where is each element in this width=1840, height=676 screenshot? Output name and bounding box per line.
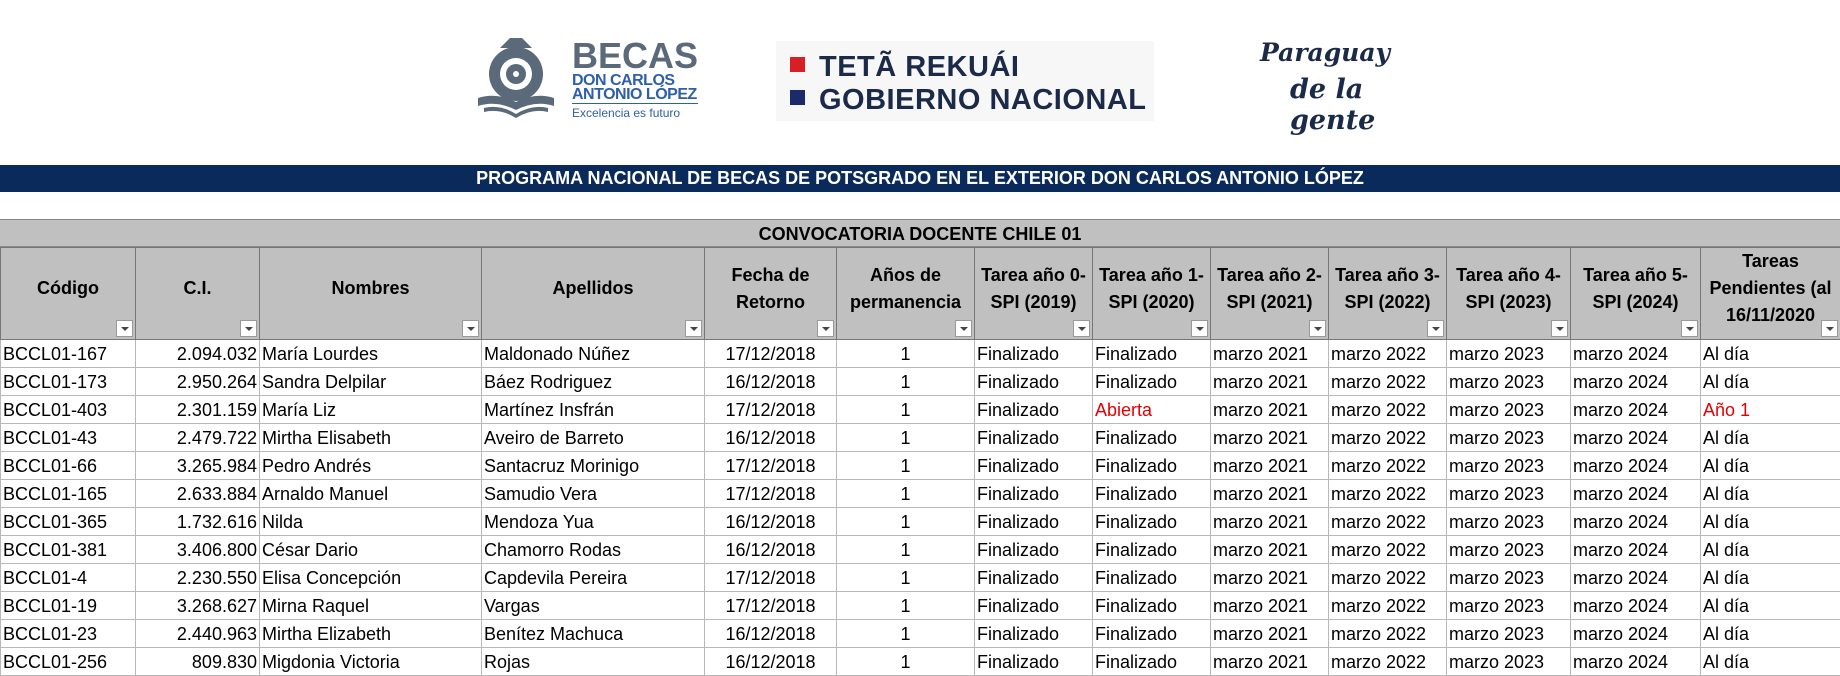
table-cell[interactable]: marzo 2022 [1329,620,1447,648]
table-cell[interactable]: Mirtha Elizabeth [260,620,482,648]
table-cell[interactable]: 17/12/2018 [705,396,837,424]
scholarship-table [0,247,1840,676]
column-header-label: Tarea año 3- SPI (2022) [1335,265,1440,312]
table-cell[interactable]: marzo 2024 [1571,508,1701,536]
table-cell[interactable]: Maldonado Núñez [482,340,705,368]
table-cell[interactable]: marzo 2022 [1329,340,1447,368]
column-header-label: Apellidos [552,278,633,298]
table-cell[interactable]: marzo 2022 [1329,564,1447,592]
table-cell[interactable]: Abierta [1093,396,1211,424]
table-cell[interactable]: Pedro Andrés [260,452,482,480]
table-cell[interactable]: Finalizado [975,620,1093,648]
paraguay-logo [1256,36,1416,116]
table-cell[interactable]: BCCL01-173 [1,368,136,396]
table-cell[interactable]: marzo 2021 [1211,340,1329,368]
table-cell[interactable]: marzo 2023 [1447,564,1571,592]
table-cell[interactable]: Elisa Concepción [260,564,482,592]
column-header-label: Tarea año 5- SPI (2024) [1583,265,1688,312]
table-cell[interactable]: marzo 2023 [1447,424,1571,452]
column-header-label: Tarea año 1- SPI (2020) [1099,265,1204,312]
table-cell[interactable]: marzo 2023 [1447,340,1571,368]
filter-dropdown-icon[interactable] [1427,320,1444,337]
table-cell[interactable]: Finalizado [1093,648,1211,676]
becas-logo-line1: DON CARLOS [572,74,698,88]
table-cell[interactable]: marzo 2023 [1447,396,1571,424]
table-cell[interactable]: 17/12/2018 [705,452,837,480]
table-cell[interactable]: Migdonia Victoria [260,648,482,676]
table-cell[interactable]: marzo 2023 [1447,480,1571,508]
table-cell[interactable]: marzo 2023 [1447,368,1571,396]
table-cell[interactable]: marzo 2023 [1447,648,1571,676]
table-row [1,368,1840,396]
table-cell[interactable]: marzo 2021 [1211,592,1329,620]
table-cell[interactable]: marzo 2023 [1447,620,1571,648]
column-header [1211,248,1329,340]
column-header [1,248,136,340]
table-cell[interactable]: marzo 2024 [1571,620,1701,648]
table-cell[interactable]: 16/12/2018 [705,508,837,536]
table-cell[interactable]: 1 [837,648,975,676]
table-cell[interactable]: Aveiro de Barreto [482,424,705,452]
table-cell[interactable]: marzo 2024 [1571,424,1701,452]
table-cell[interactable]: marzo 2021 [1211,508,1329,536]
table-cell[interactable]: marzo 2022 [1329,424,1447,452]
table-cell[interactable]: marzo 2024 [1571,564,1701,592]
table-cell[interactable]: 16/12/2018 [705,536,837,564]
table-cell[interactable]: 1 [837,480,975,508]
table-cell[interactable]: Capdevila Pereira [482,564,705,592]
table-cell[interactable]: marzo 2022 [1329,396,1447,424]
table-cell[interactable]: marzo 2023 [1447,592,1571,620]
table-cell[interactable]: 1 [837,368,975,396]
table-cell[interactable]: Al día [1701,536,1840,564]
table-cell[interactable]: Finalizado [975,424,1093,452]
column-header-label: Fecha de Retorno [731,265,809,312]
table-cell[interactable]: Benítez Machuca [482,620,705,648]
filter-dropdown-icon[interactable] [1309,320,1326,337]
table-cell[interactable]: Al día [1701,620,1840,648]
table-cell[interactable]: 17/12/2018 [705,564,837,592]
table-cell[interactable]: Santacruz Morinigo [482,452,705,480]
table-cell[interactable]: Finalizado [975,480,1093,508]
column-header [1571,248,1701,340]
table-cell[interactable]: Finalizado [1093,592,1211,620]
program-title: PROGRAMA NACIONAL DE BECAS DE POTSGRADO EN EL EXTERIOR DON CARLOS ANTONIO LÓPEZ [0,165,1840,192]
locomotive-book-icon [476,36,556,120]
table-cell[interactable]: Al día [1701,648,1840,676]
table-cell[interactable]: Martínez Insfrán [482,396,705,424]
column-header [975,248,1093,340]
table-cell[interactable]: Mirna Raquel [260,592,482,620]
table-cell[interactable]: 2.094.032 [136,340,260,368]
table-cell[interactable]: BCCL01-4 [1,564,136,592]
table-cell[interactable]: 17/12/2018 [705,592,837,620]
table-cell[interactable]: 1 [837,424,975,452]
column-header-label: Tarea año 0- SPI (2019) [981,265,1086,312]
table-row [1,620,1840,648]
table-cell[interactable]: 2.301.159 [136,396,260,424]
table-row [1,536,1840,564]
table-cell[interactable]: Al día [1701,508,1840,536]
table-cell[interactable]: 17/12/2018 [705,340,837,368]
column-header [260,248,482,340]
table-cell[interactable]: BCCL01-43 [1,424,136,452]
table-cell[interactable]: marzo 2021 [1211,620,1329,648]
table-cell[interactable]: marzo 2021 [1211,368,1329,396]
table-cell[interactable]: marzo 2022 [1329,452,1447,480]
table-cell[interactable]: Sandra Delpilar [260,368,482,396]
table-cell[interactable]: 3.265.984 [136,452,260,480]
table-cell[interactable]: marzo 2024 [1571,480,1701,508]
table-cell[interactable]: Finalizado [975,452,1093,480]
becas-logo [476,36,686,120]
table-cell[interactable]: marzo 2021 [1211,480,1329,508]
table-cell[interactable]: Al día [1701,340,1840,368]
table-cell[interactable]: 3.268.627 [136,592,260,620]
table-cell[interactable]: marzo 2021 [1211,424,1329,452]
table-cell[interactable]: 16/12/2018 [705,368,837,396]
column-header-label: Tarea año 4- SPI (2023) [1456,265,1561,312]
filter-dropdown-icon[interactable] [1073,320,1090,337]
table-row [1,480,1840,508]
table-cell[interactable]: marzo 2021 [1211,452,1329,480]
table-cell[interactable]: 2.479.722 [136,424,260,452]
filter-dropdown-icon[interactable] [1551,320,1568,337]
table-cell[interactable]: marzo 2022 [1329,508,1447,536]
table-cell[interactable]: BCCL01-66 [1,452,136,480]
table-row [1,592,1840,620]
table-cell[interactable]: 16/12/2018 [705,424,837,452]
table-cell[interactable]: 2.440.963 [136,620,260,648]
paraguay-logo-line2: de la gente [1290,74,1416,136]
becas-logo-line2: ANTONIO LÓPEZ [572,88,698,102]
filter-dropdown-icon[interactable] [685,320,702,337]
table-cell[interactable]: Chamorro Rodas [482,536,705,564]
table-cell[interactable]: Finalizado [1093,620,1211,648]
table-cell[interactable]: marzo 2022 [1329,368,1447,396]
table-cell[interactable]: marzo 2023 [1447,536,1571,564]
table-row [1,396,1840,424]
column-header [1701,248,1840,340]
table-cell[interactable]: 1 [837,536,975,564]
table-row [1,452,1840,480]
table-cell[interactable]: María Lourdes [260,340,482,368]
convocatoria-title: CONVOCATORIA DOCENTE CHILE 01 [0,219,1840,247]
table-row [1,648,1840,676]
table-cell[interactable]: 16/12/2018 [705,648,837,676]
red-square-icon [790,57,805,72]
table-cell[interactable]: marzo 2022 [1329,648,1447,676]
table-cell[interactable]: marzo 2024 [1571,368,1701,396]
table-cell[interactable]: BCCL01-403 [1,396,136,424]
column-header-label: Código [37,278,99,298]
table-cell[interactable]: Báez Rodriguez [482,368,705,396]
table-cell[interactable]: 3.406.800 [136,536,260,564]
column-header-label: Tareas Pendientes (al 16/11/2020 [1709,251,1831,325]
table-cell[interactable]: marzo 2024 [1571,648,1701,676]
table-cell[interactable]: Finalizado [975,536,1093,564]
table-cell[interactable]: Finalizado [1093,508,1211,536]
column-header [1447,248,1571,340]
filter-dropdown-icon[interactable] [116,320,133,337]
table-cell[interactable]: marzo 2024 [1571,340,1701,368]
table-cell[interactable]: Al día [1701,452,1840,480]
column-header-label: Tarea año 2- SPI (2021) [1217,265,1322,312]
table-cell[interactable]: César Dario [260,536,482,564]
table-cell[interactable]: 16/12/2018 [705,620,837,648]
table-cell[interactable]: Finalizado [975,396,1093,424]
table-row [1,508,1840,536]
table-cell[interactable]: 1 [837,620,975,648]
table-cell[interactable]: marzo 2022 [1329,536,1447,564]
column-header [136,248,260,340]
column-header [482,248,705,340]
table-cell[interactable]: Finalizado [975,592,1093,620]
becas-logo-tagline: Excelencia es futuro [572,103,698,121]
table-cell[interactable]: Finalizado [975,564,1093,592]
table-cell[interactable]: Mendoza Yua [482,508,705,536]
table-cell[interactable]: Finalizado [1093,480,1211,508]
table-cell[interactable]: Al día [1701,480,1840,508]
gobierno-logo-line1: TETÃ REKUÁI [819,51,1019,83]
table-cell[interactable]: BCCL01-256 [1,648,136,676]
table-cell[interactable]: 17/12/2018 [705,480,837,508]
table-cell[interactable]: Mirtha Elisabeth [260,424,482,452]
table-cell[interactable]: Finalizado [1093,424,1211,452]
table-cell[interactable]: 2.230.550 [136,564,260,592]
table-cell[interactable]: BCCL01-19 [1,592,136,620]
table-cell[interactable]: BCCL01-381 [1,536,136,564]
table-cell[interactable]: BCCL01-167 [1,340,136,368]
table-cell[interactable]: Finalizado [1093,536,1211,564]
table-cell[interactable]: marzo 2024 [1571,396,1701,424]
table-cell[interactable]: 2.633.884 [136,480,260,508]
table-cell[interactable]: Al día [1701,592,1840,620]
table-cell[interactable]: Arnaldo Manuel [260,480,482,508]
table-cell[interactable]: Samudio Vera [482,480,705,508]
column-header [837,248,975,340]
column-header [1093,248,1211,340]
table-cell[interactable]: 1 [837,564,975,592]
table-row [1,564,1840,592]
table-cell[interactable]: BCCL01-365 [1,508,136,536]
table-cell[interactable]: marzo 2023 [1447,508,1571,536]
table-row [1,340,1840,368]
table-cell[interactable]: 2.950.264 [136,368,260,396]
table-cell[interactable]: 1 [837,508,975,536]
table-cell[interactable]: 809.830 [136,648,260,676]
blue-square-icon [790,90,805,105]
table-cell[interactable]: Al día [1701,368,1840,396]
filter-dropdown-icon[interactable] [817,320,834,337]
table-cell[interactable]: marzo 2021 [1211,648,1329,676]
table-cell[interactable]: Finalizado [1093,368,1211,396]
table-cell[interactable]: 1.732.616 [136,508,260,536]
column-header-label: C.I. [183,278,211,298]
table-cell[interactable]: Rojas [482,648,705,676]
table-cell[interactable]: 1 [837,396,975,424]
filter-dropdown-icon[interactable] [1191,320,1208,337]
column-header-label: Nombres [331,278,409,298]
column-header [705,248,837,340]
table-cell[interactable]: Finalizado [1093,564,1211,592]
becas-logo-title: BECAS [572,38,698,74]
table-cell[interactable]: marzo 2021 [1211,536,1329,564]
gobierno-logo [776,41,1154,121]
table-cell[interactable]: marzo 2021 [1211,396,1329,424]
table-row [1,424,1840,452]
paraguay-logo-line1: Paraguay [1260,38,1390,67]
table-cell[interactable]: Al día [1701,564,1840,592]
gobierno-logo-line2: GOBIERNO NACIONAL [819,84,1147,116]
table-cell[interactable]: BCCL01-23 [1,620,136,648]
table-cell[interactable]: 1 [837,340,975,368]
table-cell[interactable]: Al día [1701,424,1840,452]
table-cell[interactable]: marzo 2022 [1329,480,1447,508]
table-cell[interactable]: María Liz [260,396,482,424]
table-cell[interactable]: Finalizado [1093,340,1211,368]
table-cell[interactable]: marzo 2023 [1447,452,1571,480]
table-cell[interactable]: Nilda [260,508,482,536]
table-cell[interactable]: Finalizado [975,340,1093,368]
table-cell[interactable]: marzo 2024 [1571,536,1701,564]
table-cell[interactable]: marzo 2024 [1571,592,1701,620]
filter-dropdown-icon[interactable] [1681,320,1698,337]
table-cell[interactable]: marzo 2022 [1329,592,1447,620]
filter-dropdown-icon[interactable] [955,320,972,337]
table-cell[interactable]: Finalizado [975,648,1093,676]
table-cell[interactable]: marzo 2021 [1211,564,1329,592]
table-cell[interactable]: Finalizado [1093,452,1211,480]
table-cell[interactable]: Finalizado [975,508,1093,536]
table-cell[interactable]: 1 [837,592,975,620]
filter-dropdown-icon[interactable] [240,320,257,337]
table-cell[interactable]: Vargas [482,592,705,620]
column-header [1329,248,1447,340]
table-cell[interactable]: Finalizado [975,368,1093,396]
table-cell[interactable]: marzo 2024 [1571,452,1701,480]
column-header-label: Años de permanencia [850,265,961,312]
table-cell[interactable]: Año 1 [1701,396,1840,424]
table-cell[interactable]: BCCL01-165 [1,480,136,508]
table-cell[interactable]: 1 [837,452,975,480]
filter-dropdown-icon[interactable] [1821,320,1838,337]
filter-dropdown-icon[interactable] [462,320,479,337]
